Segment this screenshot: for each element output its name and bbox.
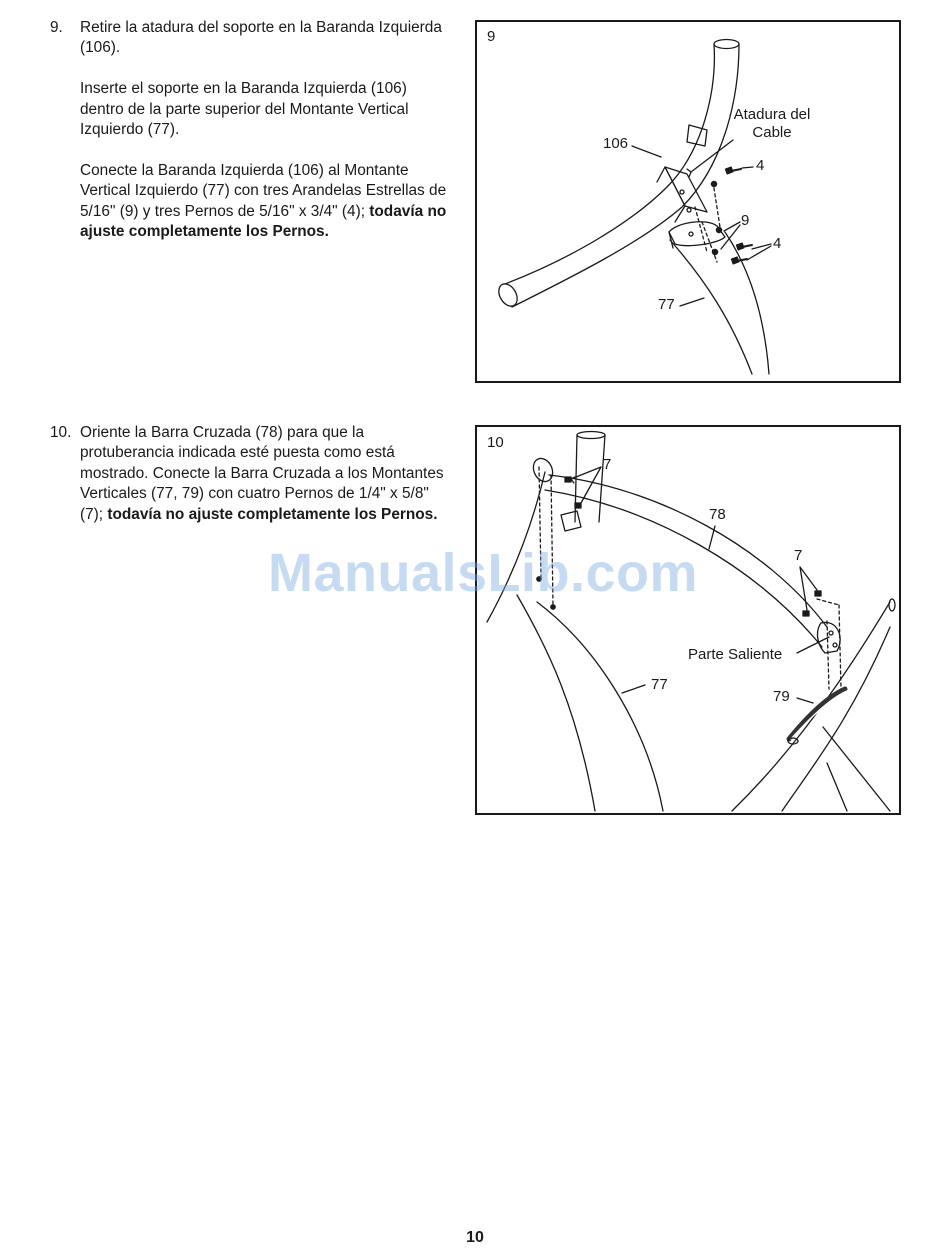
step-9-para-2: Inserte el soporte en la Baranda Izquierda (106) dentro de la parte superior del Montante Vertical Izquierdo (77).	[80, 80, 409, 139]
page-number: 10	[466, 1229, 484, 1246]
step-9-para-3-text: Conecte la Baranda Izquierda (106) al Montante Vertical Izquierdo (77) con tres Arandelas Estrellas de 5/16" (9) y tres Pernos de 5/16" x 3/4" (4);	[80, 161, 447, 220]
step-10	[50, 423, 450, 525]
step-10-para-text: Oriente la Barra Cruzada (78) para que la protuberancia indicada esté puesta como está mostrado. Conecte la Barra Cruzada a los Montantes Verticales (77, 79) con cuatro Pernos de 1/4" x 5/8" (7);	[80, 424, 444, 523]
figure-9-illustration	[477, 22, 899, 381]
step-10-number: 10.	[50, 424, 72, 441]
step-10-para	[80, 423, 450, 525]
label-7-left: 7	[603, 456, 612, 473]
label-4-top: 4	[756, 157, 765, 174]
step-9-para-3	[80, 161, 450, 243]
watermark: ManualsLib.com	[268, 543, 699, 603]
label-9: 9	[741, 212, 750, 229]
label-77: 77	[658, 296, 675, 313]
label-parte-saliente: Parte Saliente	[688, 646, 783, 663]
label-77: 77	[651, 676, 668, 693]
figure-10-illustration	[477, 427, 899, 813]
figure-10	[475, 425, 901, 815]
figure-9	[475, 20, 901, 383]
label-cable-tie: Atadura del Cable	[733, 106, 811, 141]
label-7-right: 7	[794, 547, 803, 564]
step-9-para-1: Retire la atadura del soporte en la Baranda Izquierda (106).	[80, 19, 442, 57]
figure-9-number: 9	[487, 28, 496, 45]
label-106: 106	[603, 135, 629, 152]
step-9-number: 9.	[50, 19, 63, 36]
label-4-bottom: 4	[773, 235, 782, 252]
step-9	[50, 18, 450, 242]
step-9-warning: todavía no ajuste completamente los Pernos.	[80, 202, 447, 241]
step-10-warning: todavía no ajuste completamente los Pernos.	[107, 505, 438, 523]
figure-10-number: 10	[487, 434, 504, 451]
label-79: 79	[773, 688, 790, 705]
label-78: 78	[709, 506, 726, 523]
